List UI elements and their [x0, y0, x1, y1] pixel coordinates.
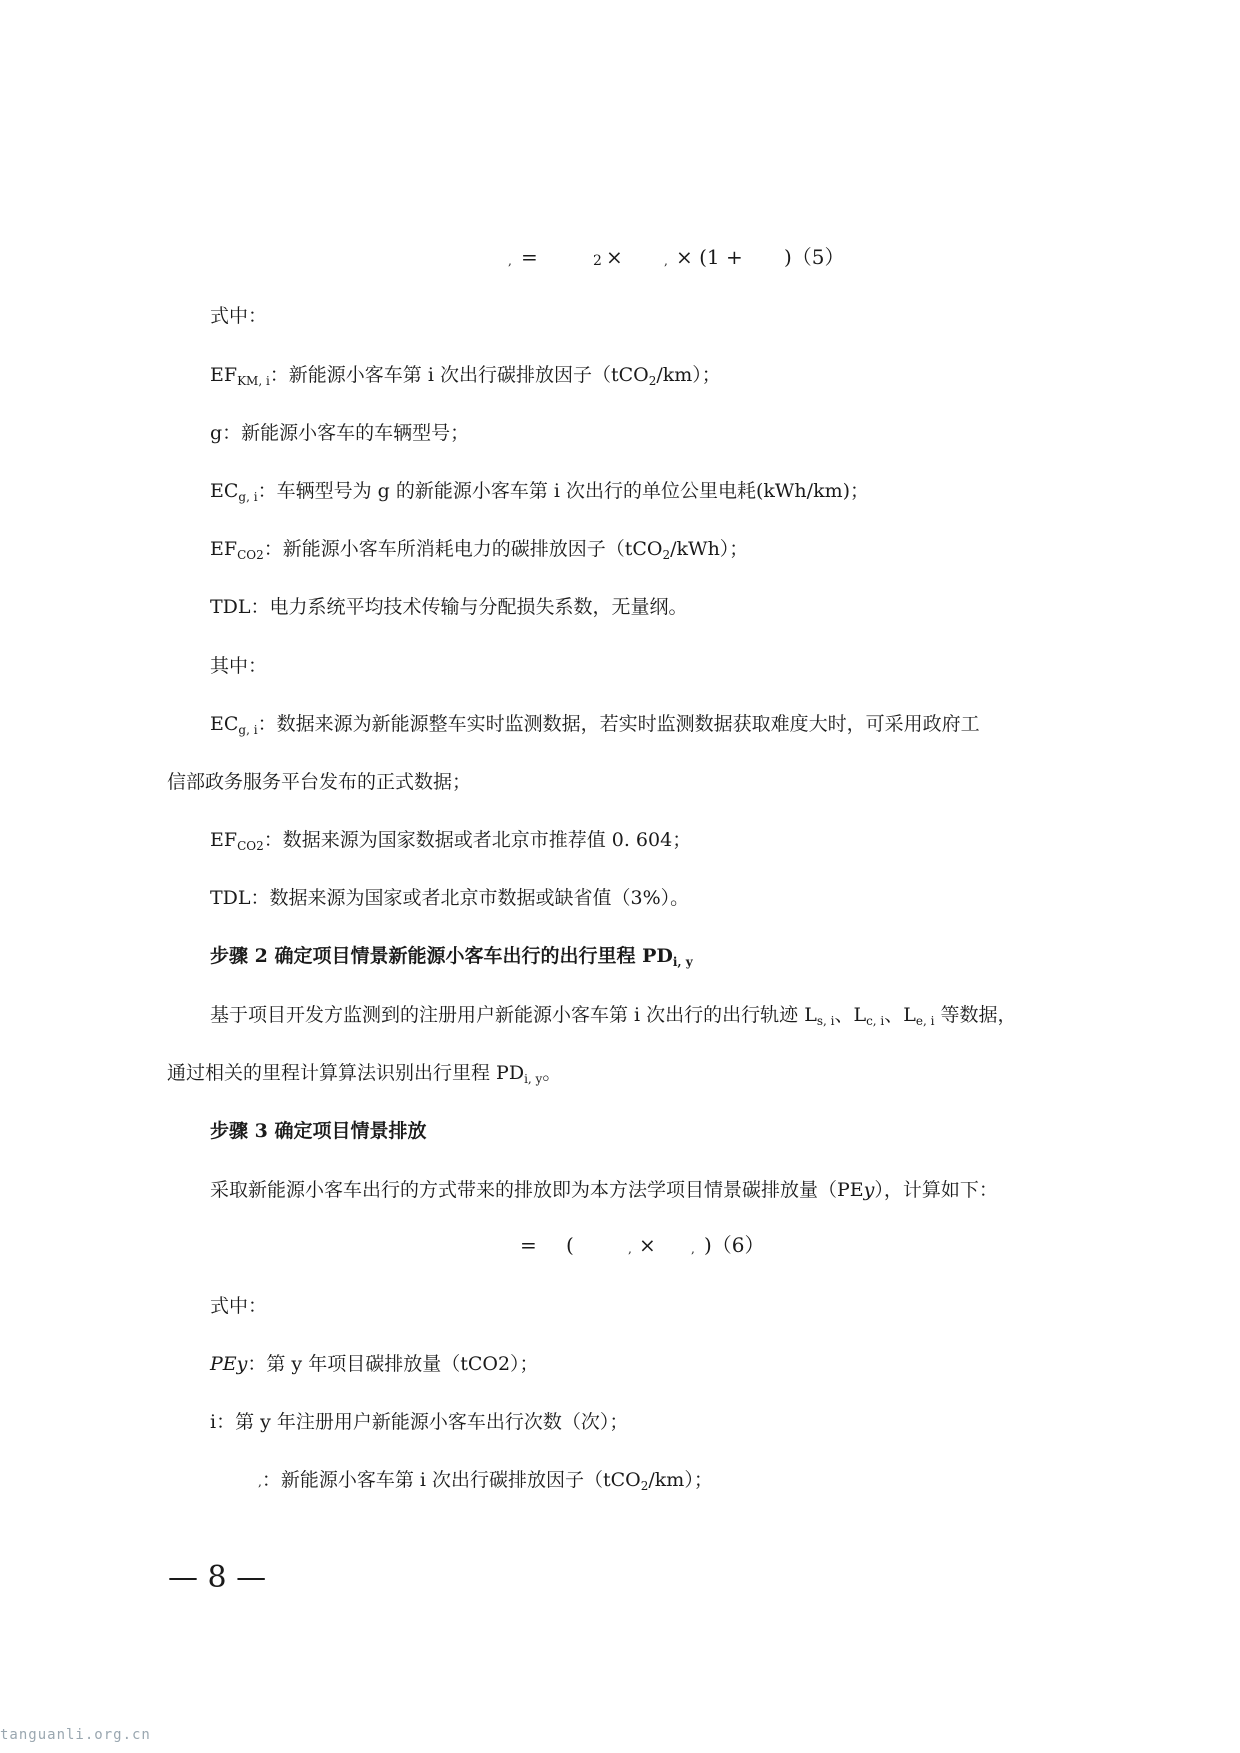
def-tdl: TDL：电力系统平均技术传输与分配损失系数，无量纲。	[210, 596, 688, 618]
def-pey: PEy：第 y 年项目碳排放量（tCO2）；	[210, 1353, 539, 1375]
formula-6-close: )（6）	[704, 1233, 765, 1257]
source-ef-co2: $EF_{CO2}$：数据来源为国家数据或者北京市推荐值 0. 604；	[210, 829, 692, 853]
def-ef-km-2: ,：新能源小客车第 i 次出行碳排放因子（tCO$_2$/km）；	[258, 1469, 713, 1493]
where-label-3: 式中：	[210, 1295, 268, 1317]
def-ef-co2: $EF_{CO2}$：新能源小客车所消耗电力的碳排放因子（tCO$_2$/kWh）；	[210, 538, 749, 562]
step-3-paragraph: 采取新能源小客车出行的方式带来的排放即为本方法学项目情景碳排放量（PEy），计算如下：	[210, 1179, 998, 1201]
where-label-1: 式中：	[210, 305, 268, 327]
formula-6-open: (	[566, 1233, 574, 1257]
where-label-2: 其中：	[210, 655, 268, 677]
formula-6-eq: =	[520, 1233, 537, 1257]
def-ec-gi: $EC_{g, i}$：车辆型号为 g 的新能源小客车第 i 次出行的单位公里电耗(kWh/km)；	[210, 480, 870, 504]
step-3-heading: 步骤 3 确定项目情景排放	[210, 1120, 427, 1142]
def-i: i：第 y 年注册用户新能源小客车出行次数（次）；	[210, 1411, 629, 1433]
formula-5-sub2: 2	[593, 253, 602, 269]
formula-5-times: ×	[606, 245, 623, 269]
step-2-paragraph-line-1: 基于项目开发方监测到的注册用户新能源小客车第 i 次出行的出行轨迹 $L_{s, i}$、$L_{c, i}$、$L_{e, i}$ 等数据，	[210, 1004, 1017, 1028]
def-ef-km: $EF_{KM, i}$：新能源小客车第 i 次出行碳排放因子（tCO$_2$/km）；	[210, 364, 721, 388]
page-number: — 8 —	[168, 1560, 267, 1595]
formula-5-comma: ,	[508, 254, 512, 268]
formula-6-comma2: ,	[691, 1242, 695, 1256]
formula-5-close: )（5）	[784, 245, 845, 269]
formula-6-times: ×	[639, 1233, 656, 1257]
watermark: tanguanli.org.cn	[0, 1727, 151, 1743]
source-ec-gi: $EC_{g, i}$：数据来源为新能源整车实时监测数据，若实时监测数据获取难度大时，可采用政府工	[210, 713, 980, 737]
step-2-heading: 步骤 2 确定项目情景新能源小客车出行的出行里程 $PD_{i, y}$	[210, 945, 693, 969]
source-tdl: TDL：数据来源为国家或者北京市数据或缺省值（3%）。	[210, 887, 690, 909]
formula-6-comma1: ,	[628, 1242, 632, 1256]
formula-5-comma2: ,	[664, 254, 668, 268]
step-2-paragraph-line-2: 通过相关的里程计算算法识别出行里程 $PD_{i, y}$。	[167, 1062, 562, 1086]
formula-5-tail: × (1 +	[676, 245, 743, 269]
def-g: g：新能源小客车的车辆型号；	[210, 422, 470, 444]
formula-5-eq: =	[521, 245, 538, 269]
source-ec-gi-cont: 信部政务服务平台发布的正式数据；	[167, 771, 472, 793]
